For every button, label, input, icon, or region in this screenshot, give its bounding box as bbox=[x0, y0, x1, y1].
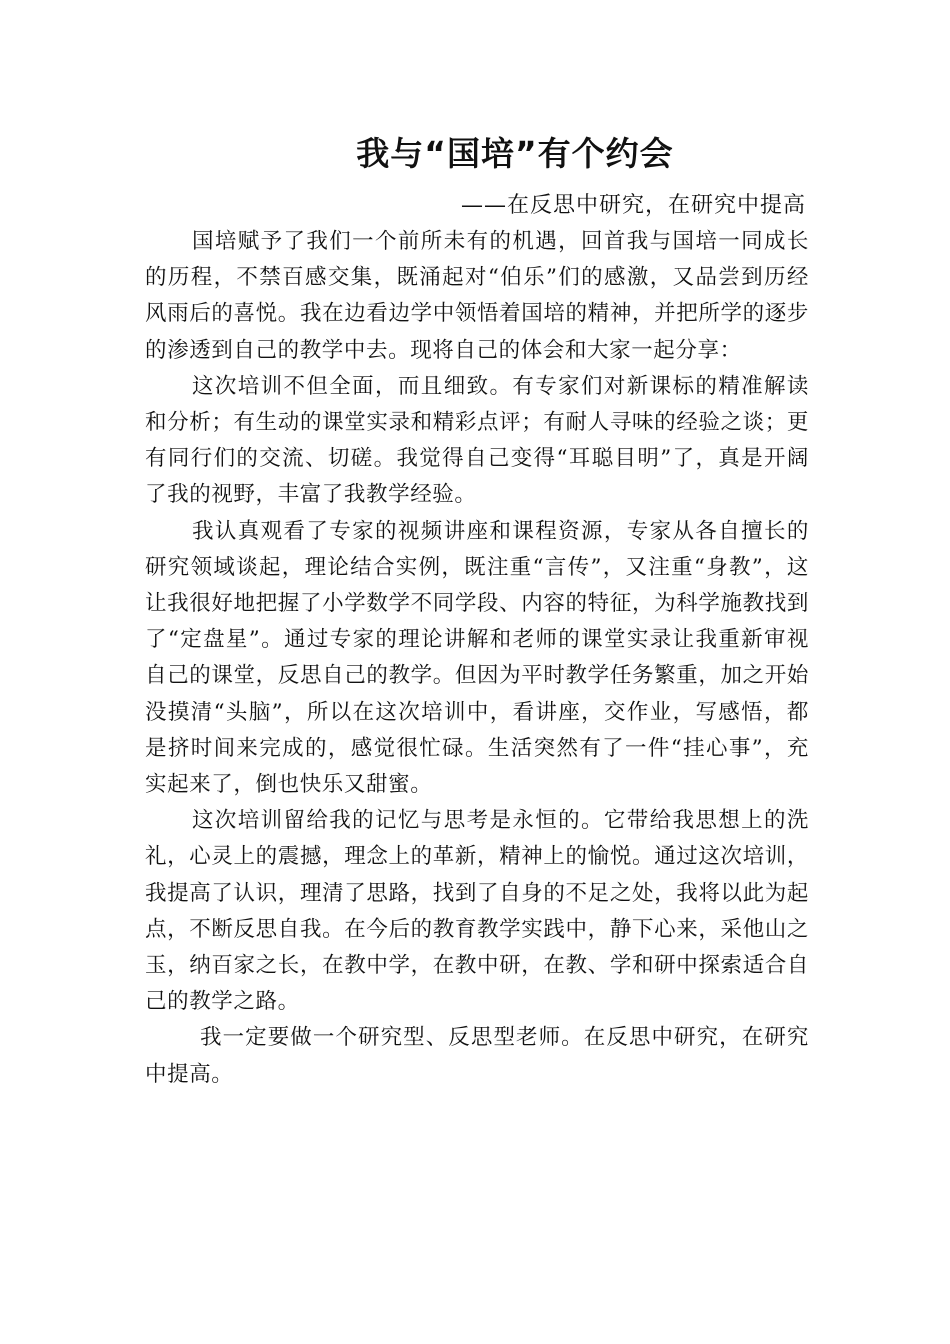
paragraph-conclusion: 我一定要做一个研究型、反思型老师。在反思中研究，在研究中提高。 bbox=[145, 1025, 809, 1087]
paragraph-reflection: 这次培训留给我的记忆与思考是永恒的。它带给我思想上的洗礼，心灵上的震撼，理念上的革新，精神上的愉悦。通过这次培训，我提高了认识，理清了思路，找到了自身的不足之处，我将以此为起点，不断反思自我。在今后的教育教学实践中，静下心来，采他山之玉，纳百家之长，在教中学，在教中研，在教、学和研中探索适合自己的教学之路。 bbox=[145, 808, 809, 1015]
paragraph-intro: 国培赋予了我们一个前所未有的机遇，回首我与国培一同成长的历程，不禁百感交集，既涌起对“伯乐”们的感激，又品尝到历经风雨后的喜悦。我在边看边学中领悟着国培的精神，并把所学的逐步的渗透到自己的教学中去。现将自己的体会和大家一起分享： bbox=[145, 229, 809, 363]
paragraph-training-scope: 这次培训不但全面，而且细致。有专家们对新课标的精准解读和分析；有生动的课堂实录和精彩点评；有耐人寻味的经验之谈；更有同行们的交流、切磋。我觉得自己变得“耳聪目明”了，真是开阔了我的视野，丰富了我教学经验。 bbox=[145, 373, 809, 508]
document-title: 我与“国培”有个约会 bbox=[356, 134, 674, 173]
document-body bbox=[145, 224, 809, 1093]
document-subtitle: ——在反思中研究，在研究中提高 bbox=[460, 193, 806, 218]
paragraph-expert-lectures: 我认真观看了专家的视频讲座和课程资源，专家从各自擅长的研究领域谈起，理论结合实例，既注重“言传”，又注重“身教”，这让我很好地把握了小学数学不同学段、内容的特征，为科学施教找到了“定盘星”。通过专家的理论讲解和老师的课堂实录让我重新审视自己的课堂，反思自己的教学。但因为平时教学任务繁重，加之开始没摸清“头脑”，所以在这次培训中，看讲座，交作业，写感悟，都是挤时间来完成的，感觉很忙碌。生活突然有了一件“挂心事”，充实起来了，倒也快乐又甜蜜。 bbox=[145, 518, 809, 798]
